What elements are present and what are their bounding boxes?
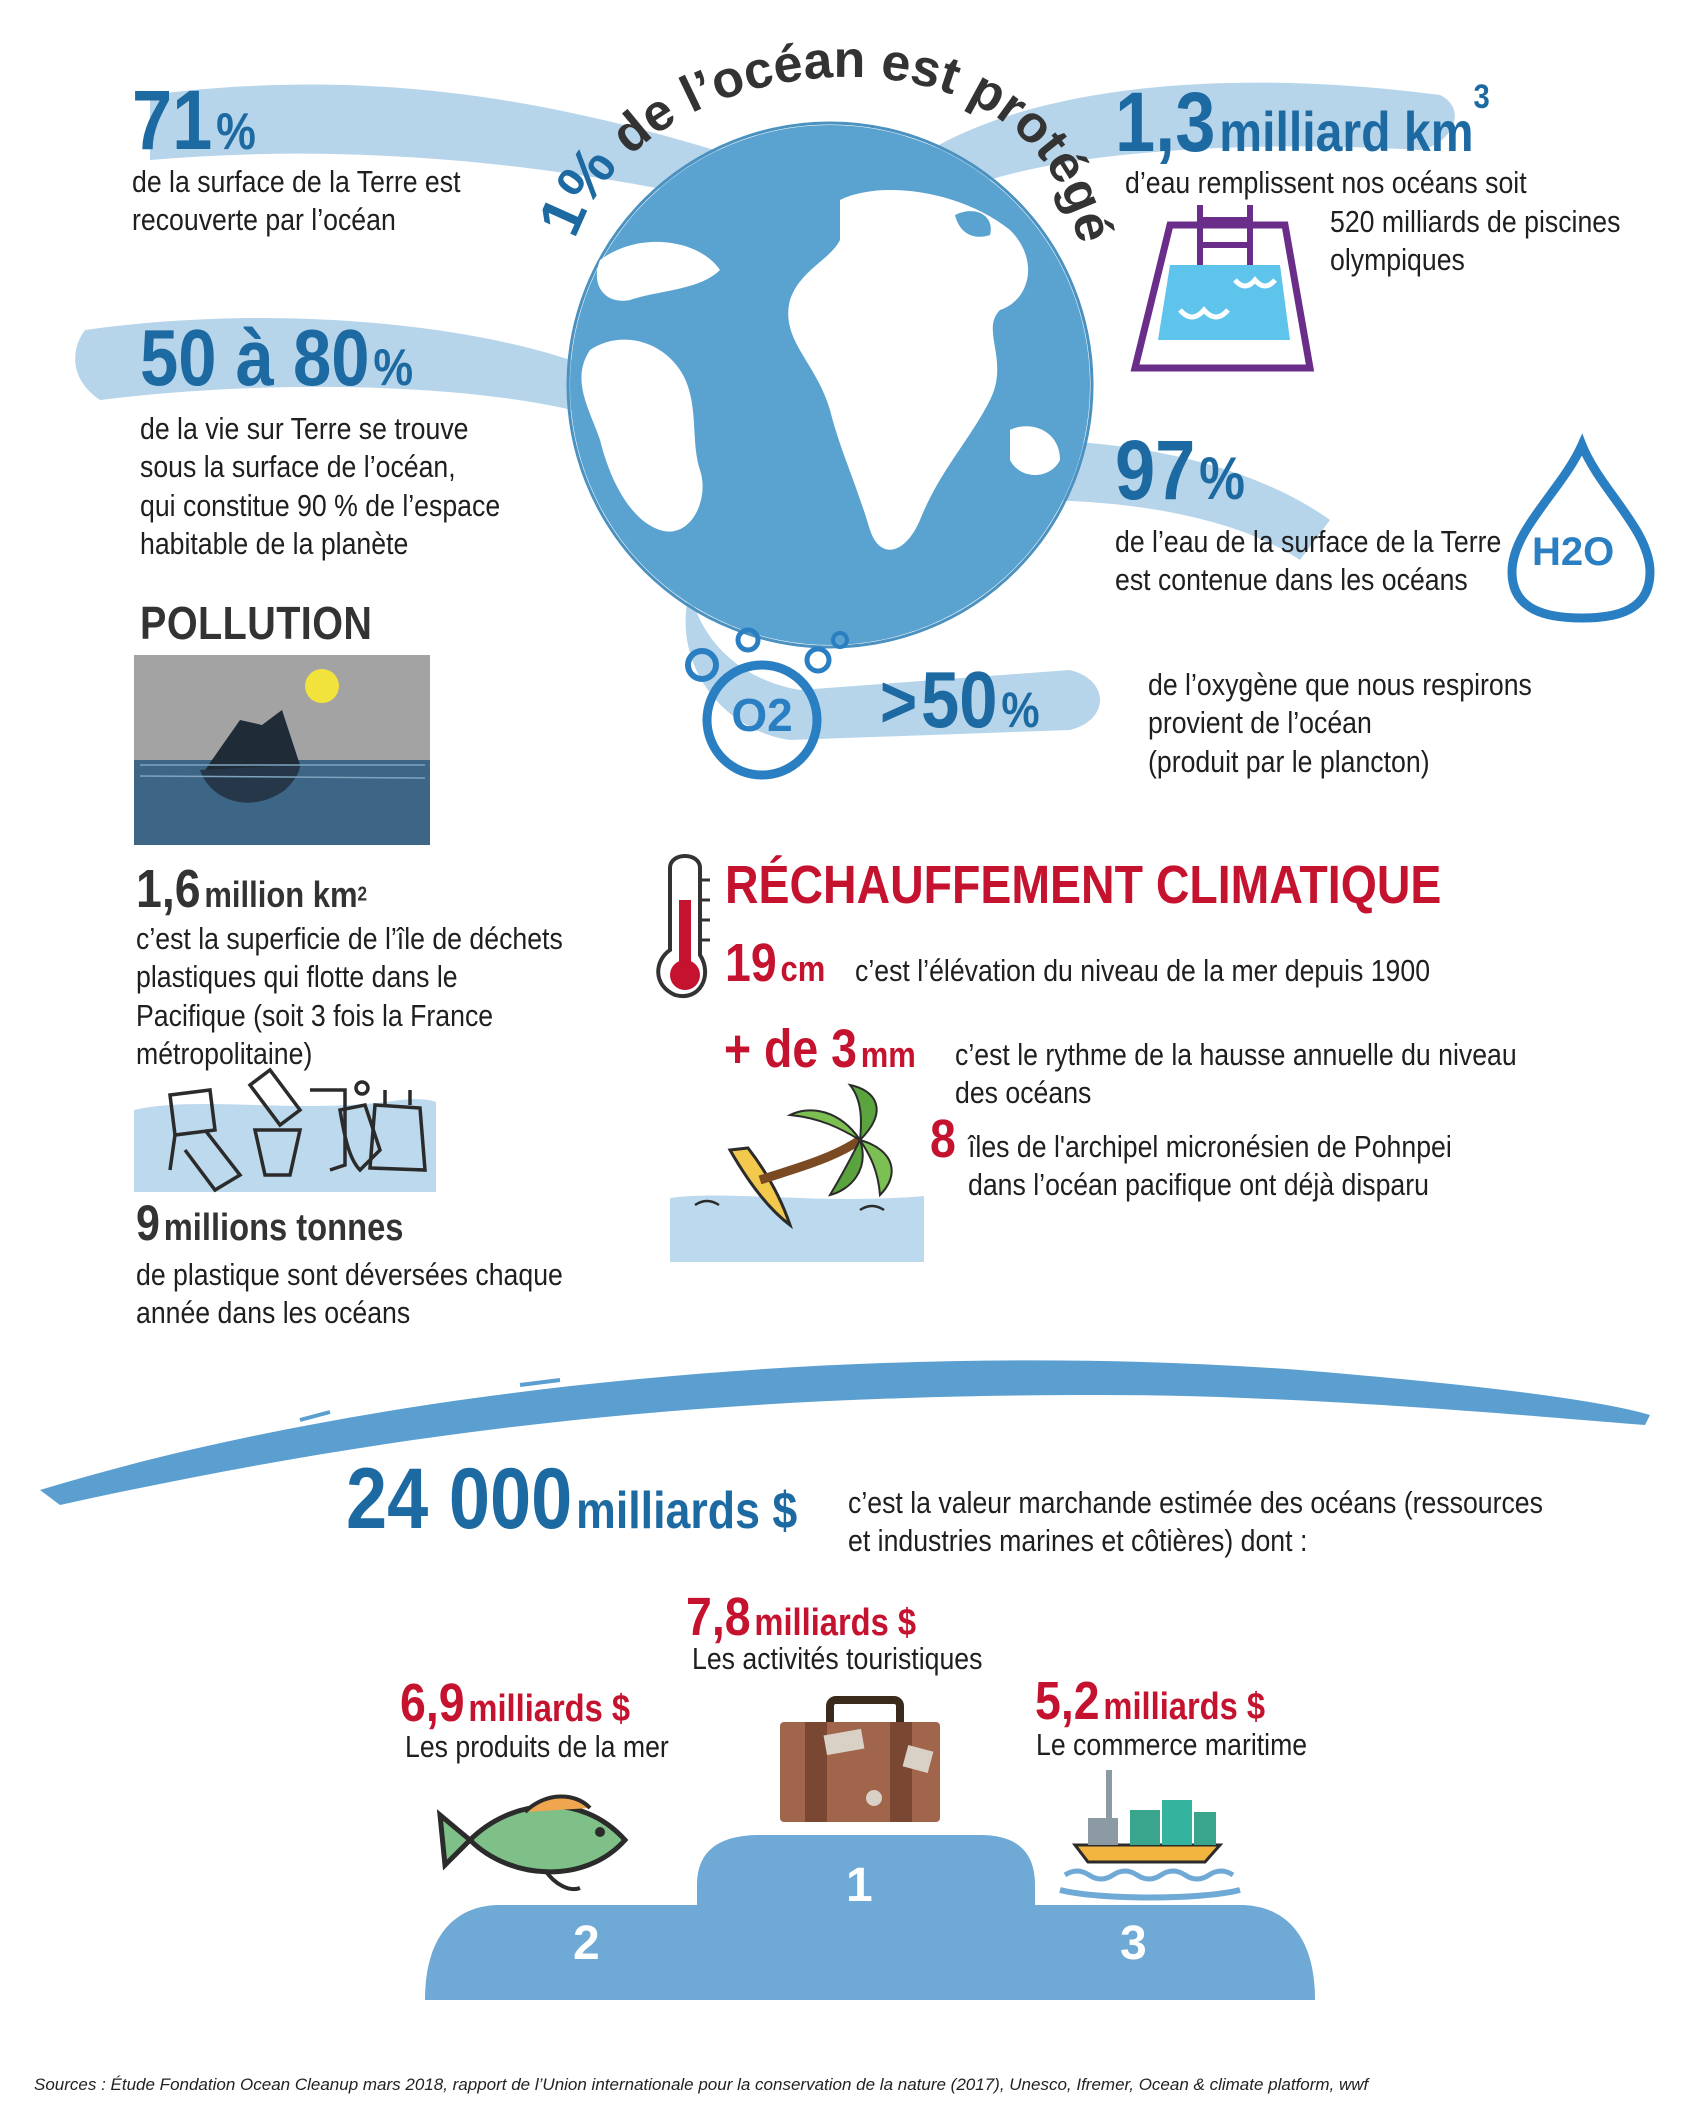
text-line: sous la surface de l’océan, (140, 449, 456, 485)
rank-1-text: 1 (846, 1859, 873, 1912)
text-line: c’est la valeur marchande estimée des océans (ressources (848, 1485, 1543, 1520)
stat-surface-value: 71 (132, 73, 213, 167)
text-line: c’est le rythme de la hausse annuelle du niveau (955, 1037, 1517, 1072)
text-line: plastiques qui flotte dans le (136, 959, 458, 995)
text-line: de plastique sont déversées chaque (136, 1257, 563, 1292)
h2o-text: H2O (1532, 530, 1615, 574)
text-line: 520 milliards de piscines (1330, 204, 1621, 239)
text-line: de l’oxygène que nous respirons (1148, 667, 1532, 702)
text-line: d’eau remplissent nos océans soit (1125, 165, 1527, 200)
stat-island-value: 1,6 (136, 859, 201, 919)
text-line: et industries marines et côtières) dont : (848, 1523, 1308, 1559)
stat-oxygen-prefix: > (880, 660, 918, 743)
stat-volume-sup: 3 (1473, 78, 1490, 116)
stat-island-unit: million km (204, 874, 358, 915)
text-line: année dans les océans (136, 1295, 411, 1331)
text-line: de l’eau de la surface de la Terre (1115, 524, 1502, 559)
podium-third-number: 5,2 (1035, 1671, 1100, 1731)
stat-life-unit: % (373, 339, 414, 397)
stat-surface-unit: % (216, 103, 256, 161)
text-line: Les produits de la mer (405, 1729, 669, 1764)
text-line: de la surface de la Terre est (132, 164, 461, 199)
stat-oxygen-value: 50 (920, 655, 998, 744)
podium-first-unit: milliards $ (754, 1602, 917, 1644)
text-line: est contenue dans les océans (1115, 562, 1468, 598)
text-line: métropolitaine) (136, 1036, 313, 1072)
text-line: de la vie sur Terre se trouve (140, 411, 469, 446)
stat-plastic-value: 9 (136, 1195, 160, 1251)
title-arc-prefix: 1% (525, 133, 630, 245)
text-line: c’est l’élévation du niveau de la mer depuis 1900 (855, 953, 1431, 988)
podium-third-unit: milliards $ (1103, 1686, 1266, 1728)
stat-volume-value: 1,3 (1115, 75, 1216, 169)
title-arc-text: de l’océan est protégé (600, 30, 1124, 248)
stat-sea-level-value: 19 (725, 933, 777, 993)
o2-label: O2 (731, 689, 793, 741)
stat-sea-level-unit: cm (780, 948, 826, 989)
stat-islands-value: 8 (930, 1109, 956, 1169)
stat-economy-unit: milliards $ (576, 1482, 798, 1540)
rank-3-text: 3 (1120, 1917, 1147, 1970)
stat-water-value: 97 (1115, 423, 1196, 517)
pollution-heading-text: POLLUTION (140, 597, 373, 649)
text-line: qui constitue 90 % de l’espace (140, 487, 501, 523)
text-line: c’est la superficie de l’île de déchets (136, 921, 563, 956)
sources-footnote (34, 2075, 1368, 2095)
text-line: Pacifique (soit 3 fois la France (136, 997, 494, 1033)
podium-second-number: 6,9 (400, 1673, 465, 1733)
stat-economy-value: 24 000 (346, 1451, 573, 1547)
stat-oxygen-unit: % (1001, 682, 1040, 738)
stat-volume-unit: milliard km (1219, 100, 1474, 163)
climate-heading-text: RÉCHAUFFEMENT CLIMATIQUE (725, 855, 1442, 915)
text-line: dans l’océan pacifique ont déjà disparu (968, 1167, 1429, 1203)
text-line: îles de l'archipel micronésien de Pohnpei (968, 1129, 1452, 1164)
text-line: recouverte par l’océan (132, 202, 396, 238)
text-line: Les activités touristiques (692, 1641, 983, 1676)
text-line: Le commerce maritime (1036, 1727, 1308, 1762)
stat-rate-unit: mm (860, 1034, 916, 1075)
stat-life-value: 50 à 80 (140, 313, 370, 402)
text-line: olympiques (1330, 242, 1465, 278)
text-line: provient de l’océan (1148, 705, 1372, 741)
stat-plastic-unit: millions tonnes (163, 1207, 404, 1249)
text-line: des océans (955, 1075, 1092, 1111)
podium-first-number: 7,8 (686, 1587, 751, 1647)
sources-text: Sources : Étude Fondation Ocean Cleanup mars 2018, rapport de l’Union internationale pour la conservation de la nature (2017), Unesco, Ifremer, Ocean & climate platform, wwf (34, 2075, 1369, 2094)
stat-rate-value: + de 3 (724, 1019, 857, 1079)
stat-water-unit: % (1199, 445, 1246, 512)
stat-island-sup: 2 (357, 883, 368, 906)
rank-2-text: 2 (573, 1917, 600, 1970)
text-line: habitable de la planète (140, 526, 409, 562)
podium-second-unit: milliards $ (468, 1688, 631, 1730)
text-line: (produit par le plancton) (1148, 743, 1430, 779)
